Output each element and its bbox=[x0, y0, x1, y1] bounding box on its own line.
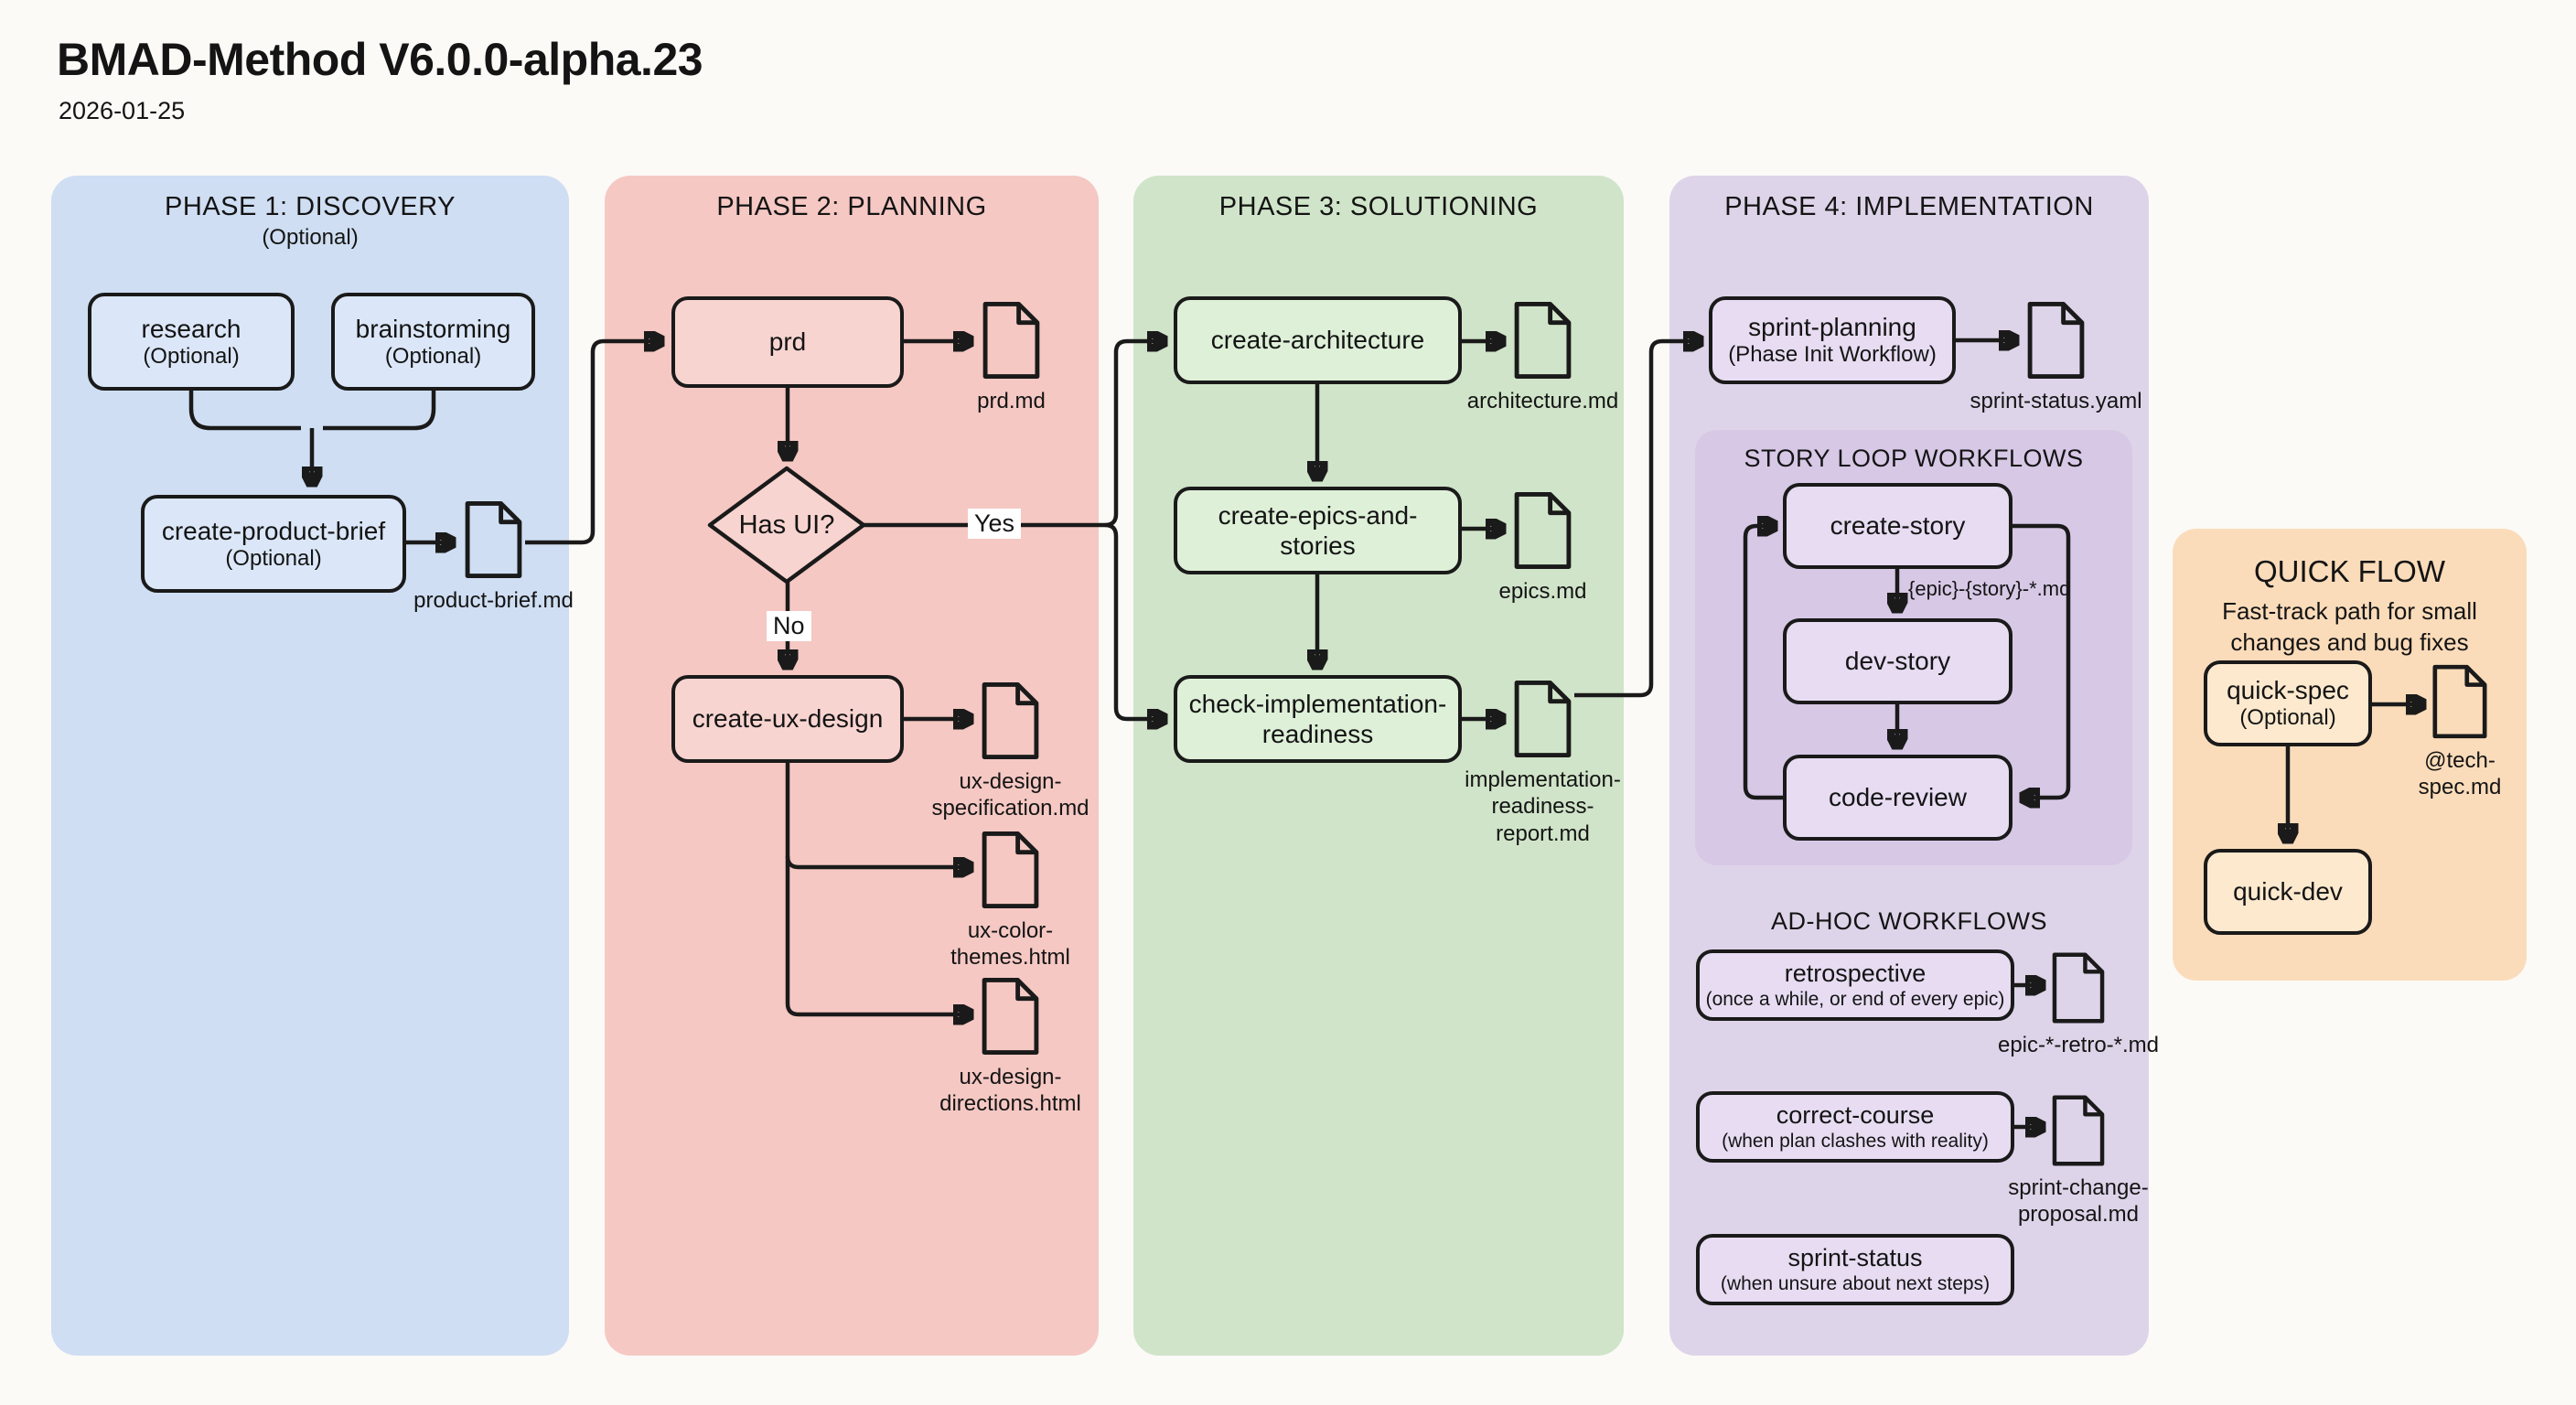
doc-label: ux-design-specification.md bbox=[931, 769, 1089, 821]
doc-label: epics.md bbox=[1498, 579, 1587, 604]
node-code-review: code-review bbox=[1783, 755, 2012, 841]
doc-prd-md bbox=[977, 300, 1046, 413]
node-sprint-planning: sprint-planning (Phase Init Workflow) bbox=[1709, 296, 1956, 384]
phase1-subtitle: (Optional) bbox=[262, 225, 359, 250]
node-quick-spec: quick-spec (Optional) bbox=[2204, 660, 2372, 746]
doc-label: @tech-spec.md bbox=[2418, 748, 2502, 800]
doc-label: sprint-status.yaml bbox=[1970, 389, 2142, 413]
doc-label: prd.md bbox=[977, 389, 1046, 413]
node-correct-course: correct-course (when plan clashes with reality) bbox=[1696, 1091, 2014, 1163]
doc-ux-color-themes bbox=[950, 830, 1070, 971]
node-create-ux-design: create-ux-design bbox=[671, 675, 904, 763]
document-icon bbox=[1511, 300, 1574, 381]
document-icon bbox=[2049, 951, 2108, 1024]
edge-brainstorming-merge bbox=[323, 391, 434, 428]
adhoc-title: AD-HOC WORKFLOWS bbox=[1771, 907, 2047, 935]
doc-epics bbox=[1498, 490, 1587, 604]
document-icon bbox=[979, 681, 1042, 761]
document-icon bbox=[1511, 490, 1574, 571]
doc-label: ux-design-directions.html bbox=[939, 1065, 1081, 1117]
doc-sprint-status-yaml bbox=[1970, 300, 2142, 413]
node-quick-dev: quick-dev bbox=[2204, 849, 2372, 935]
page-date: 2026-01-25 bbox=[59, 97, 186, 124]
node-sprint-status: sprint-status (when unsure about next steps) bbox=[1696, 1234, 2014, 1305]
edge-label-epic-story-md: {epic}-{story}-*.md bbox=[1908, 577, 2071, 600]
phase3-title: PHASE 3: SOLUTIONING bbox=[1218, 192, 1539, 221]
document-icon bbox=[980, 300, 1043, 381]
doc-implementation-readiness-report bbox=[1465, 679, 1621, 846]
document-icon bbox=[2430, 663, 2490, 740]
phase2-title: PHASE 2: PLANNING bbox=[716, 192, 987, 221]
document-icon bbox=[462, 499, 525, 580]
doc-tech-spec bbox=[2418, 663, 2502, 800]
doc-sprint-change-proposal bbox=[2008, 1094, 2149, 1228]
doc-label: implementation-readiness-report.md bbox=[1465, 767, 1621, 846]
doc-ux-design-specification bbox=[931, 681, 1089, 821]
doc-label: sprint-change-proposal.md bbox=[2008, 1175, 2149, 1228]
phase1-title: PHASE 1: DISCOVERY bbox=[165, 192, 456, 221]
quick-flow-subtitle: Fast-track path for small changes and bug fixes bbox=[2222, 597, 2477, 656]
edge-label-no: No bbox=[767, 611, 811, 641]
node-check-implementation-readiness: check-implementation-readiness bbox=[1174, 675, 1462, 763]
node-create-epics-and-stories: create-epics-and-stories bbox=[1174, 487, 1462, 574]
node-brainstorming: brainstorming (Optional) bbox=[331, 293, 535, 391]
node-create-architecture: create-architecture bbox=[1174, 296, 1462, 384]
edge-research-merge bbox=[191, 391, 301, 428]
edge-code-review-loop-to-create-story bbox=[1745, 526, 1783, 798]
node-prd: prd bbox=[671, 296, 904, 388]
decision-has-ui bbox=[704, 465, 869, 585]
decision-label: Has UI? bbox=[738, 509, 835, 540]
page-title: BMAD-Method V6.0.0-alpha.23 bbox=[57, 34, 703, 85]
quick-flow-title: QUICK FLOW bbox=[2253, 554, 2445, 588]
edge-create-story-loop-to-code-review bbox=[2012, 526, 2068, 798]
node-create-story: create-story bbox=[1783, 483, 2012, 569]
doc-ux-design-directions bbox=[939, 976, 1081, 1117]
doc-architecture bbox=[1466, 300, 1619, 413]
doc-label: architecture.md bbox=[1466, 389, 1619, 413]
edge-label-yes: Yes bbox=[968, 509, 1021, 539]
document-icon bbox=[979, 830, 1042, 910]
doc-product-brief bbox=[413, 499, 574, 613]
doc-label: product-brief.md bbox=[413, 588, 574, 613]
node-dev-story: dev-story bbox=[1783, 618, 2012, 704]
node-research: research (Optional) bbox=[88, 293, 295, 391]
phase4-title: PHASE 4: IMPLEMENTATION bbox=[1724, 192, 2094, 221]
document-icon bbox=[2024, 300, 2088, 381]
story-loop-title: STORY LOOP WORKFLOWS bbox=[1744, 445, 2084, 472]
document-icon bbox=[1511, 679, 1574, 759]
edge-yes-to-check-implementation bbox=[1105, 525, 1164, 719]
node-create-product-brief: create-product-brief (Optional) bbox=[141, 495, 406, 593]
node-retrospective: retrospective (once a while, or end of every epic) bbox=[1696, 949, 2014, 1021]
document-icon bbox=[979, 976, 1042, 1056]
edge-product-brief-to-prd bbox=[525, 341, 660, 542]
doc-label: epic-*-retro-*.md bbox=[1997, 1033, 2160, 1057]
doc-label: ux-color-themes.html bbox=[950, 918, 1070, 971]
doc-epic-retro bbox=[1997, 951, 2160, 1057]
document-icon bbox=[2049, 1094, 2108, 1167]
